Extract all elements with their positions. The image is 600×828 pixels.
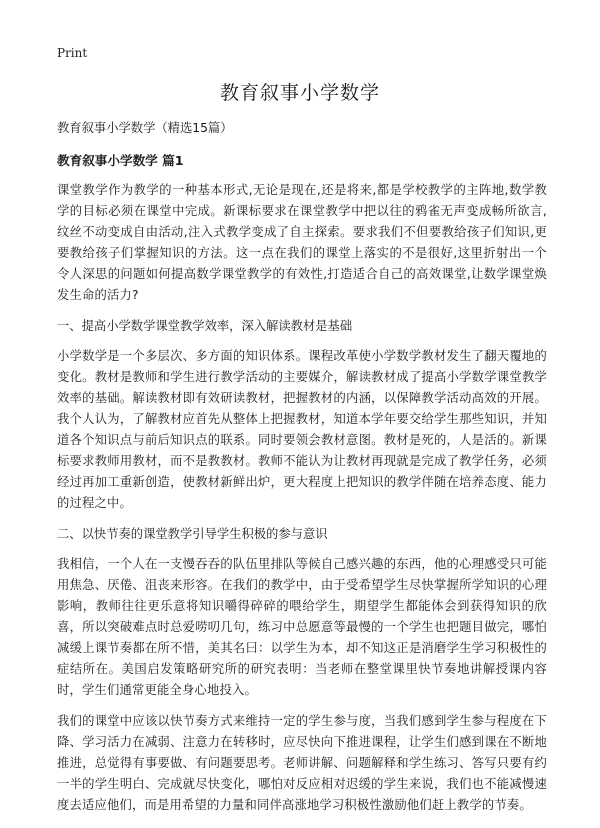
document-body [57,118,547,826]
section-title: 教育叙事小学数学 篇1 [57,153,184,168]
paragraph-intro: 课堂教学作为教学的一种基本形式,无论是现在,还是将来,都是学校教学的主阵地,数学教学的目标必须在课堂中完成。新课标要求在课堂教学中把以往的鸦雀无声变成畅所欲言,纹丝不动变成自由活动,注入式教学变成了自主探索。要求我们不但要教给孩子们知识,更要教给孩子们掌握知识的方法。这一点在我们的课堂上落实的不是很好,这里折射出一个令人深思的问题如何提高数学课堂教学的有效性,打造适合自己的高效课堂,让数学课堂焕发生命的活力? [57,183,547,302]
print-link[interactable]: Print [57,46,88,60]
heading-two: 二、以快节奏的课堂教学引导学生积极的参与意识 [57,527,328,541]
heading-one: 一、提高小学数学课堂教学效率，深入解读教材是基础 [57,319,353,333]
paragraph-pace: 我相信，一个人在一支慢吞吞的队伍里排队等候自己感兴趣的东西，他的心理感受只可能用焦急、厌倦、沮丧来形容。在我们的教学中，由于受希望学生尽快掌握所学知识的心理影响，教师往往更乐意将知识嚼得碎碎的喂给学生，期望学生都能体会到获得知识的欣喜，所以突破难点时总爱唠叨几句，练习中总愿意等最慢的一个学生也把题目做完，哪怕减缓上课节奏都在所不惜，美其名曰：以学生为本，却不知这正是消磨学生学习积极性的症结所在。美国启发策略研究所的研究表明：当老师在整堂课里快节奏地讲解授课内容时，学生们通常更能全身心地投入。 [57,557,547,697]
document-title: 教育叙事小学数学 [219,82,380,104]
paragraph-participation: 我们的课堂中应该以快节奏方式来维持一定的学生参与度，当我们感到学生参与程度在下降、学习活力在减弱、注意力在转移时，应尽快向下推进课程，让学生们感到课在不断地推进，总觉得有事要做、有问题要思考。老师讲解、问题解释和学生练习、答写只要有约一半的学生明白、完成就尽快变化，哪怕对反应相对迟缓的学生来说，我们也不能减慢速度去适应他们，而是用希望的力量和同伴高涨地学习积极性激励他们赶上教学的节奏。 [57,714,547,812]
document-subtitle: 教育叙事小学数学（精选15篇） [57,121,233,135]
paragraph-textbook: 小学数学是一个多层次、多方面的知识体系。课程改革使小学数学教材发生了翻天覆地的变化。教材是教师和学生进行教学活动的主要媒介，解读教材成了提高小学数学课堂教学效率的基础。解读教材即有效研读教材，把握教材的内涵，以保障教学活动高效的开展。我个人认为，了解教材应首先从整体上把握教材，知道本学年要交给学生那些知识，并知道各个知识点与前后知识点的联系。同时要领会教材意图。教材是死的，人是活的。新课标要求教师用教材，而不是教教材。教师不能认为让教材再现就是完成了教学任务，必须经过再加工重新创造，使教材新鲜出炉，更大程度上把知识的教学伴随在培养态度、能力的过程之中。 [57,349,547,510]
